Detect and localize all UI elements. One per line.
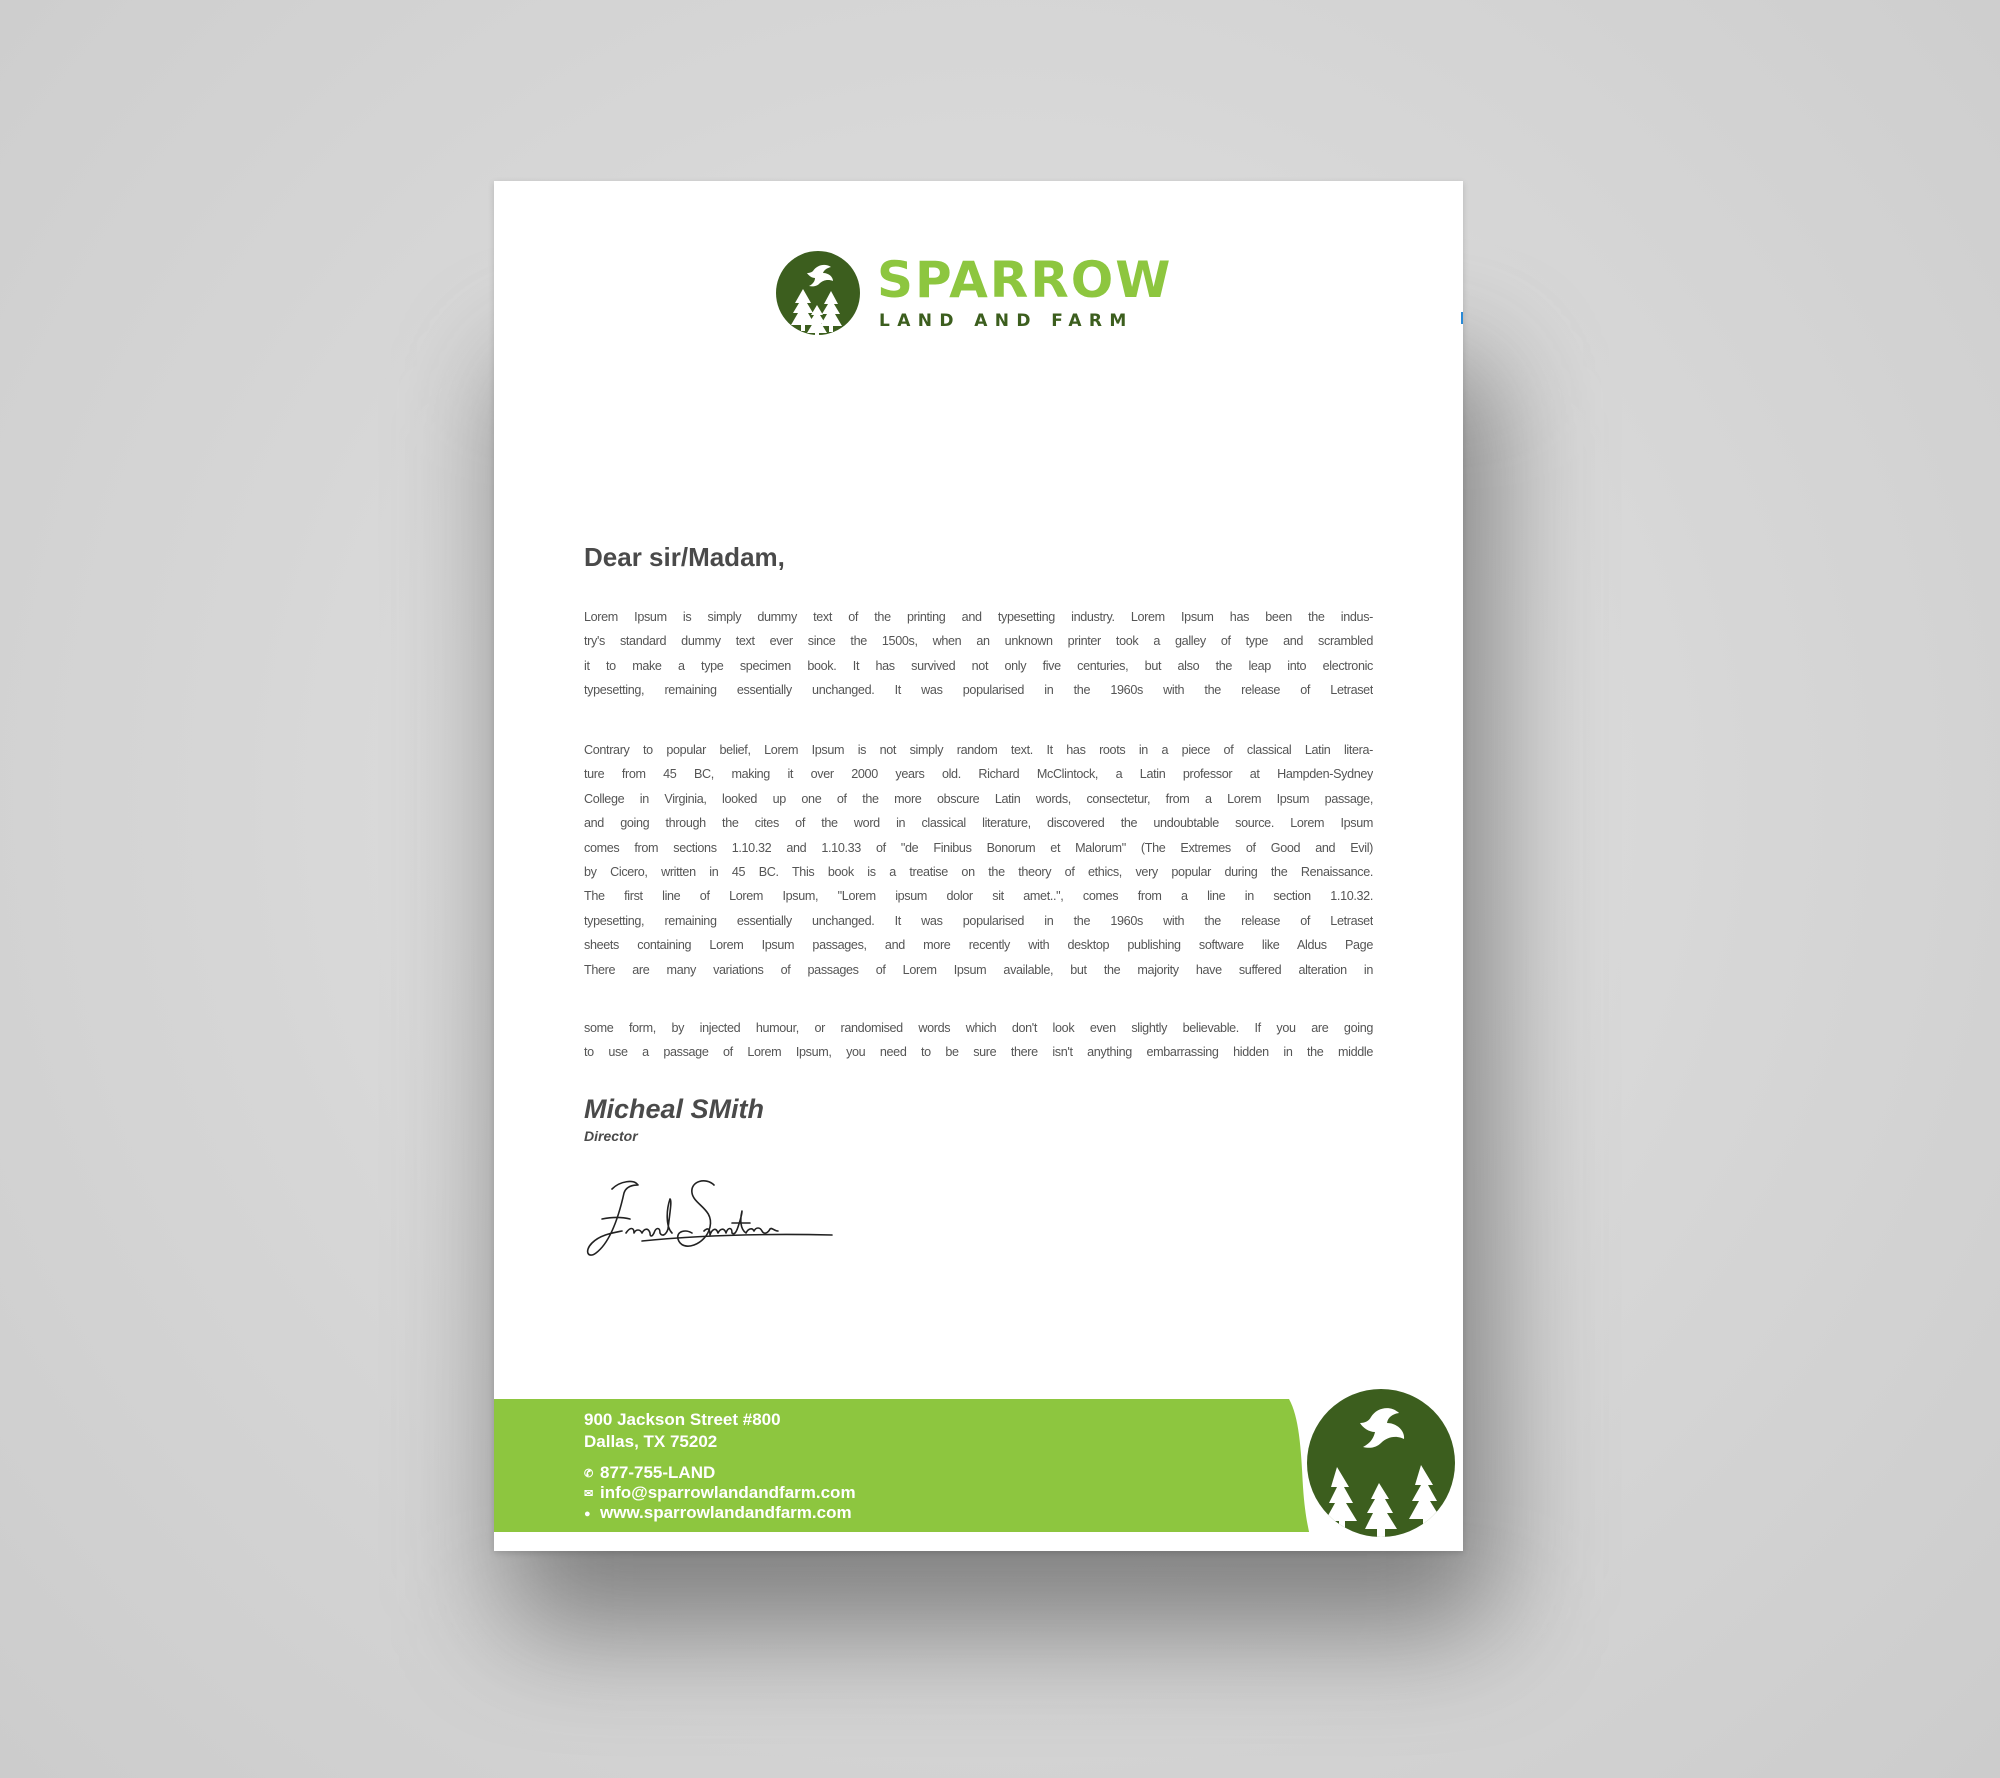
footer-website-text[interactable]: www.sparrowlandandfarm.com: [600, 1503, 852, 1522]
paragraph-line: sheets containing Lorem Ipsum passages, and more recently with desktop publishing software like Aldus Page: [584, 938, 1373, 953]
brand-tagline: LAND AND FARM: [879, 311, 1134, 331]
paragraph-line: ture from 45 BC, making it over 2000 years old. Richard McClintock, a Latin professor at Hampden-Sydney: [584, 767, 1373, 782]
footer-phone: [584, 1464, 715, 1481]
paragraph-line: and going through the cites of the word in classical literature, discovered the undoubtable source. Lorem Ipsum: [584, 816, 1373, 831]
footer-address-line-1: 900 Jackson Street #800: [584, 1410, 781, 1429]
letterhead-footer: [494, 1399, 1463, 1551]
paragraph-line: comes from sections 1.10.32 and 1.10.33 of "de Finibus Bonorum et Malorum" (The Extremes of Good and Evil): [584, 840, 1373, 855]
bird-over-trees-logo-icon: [773, 251, 863, 343]
paragraph-line: try's standard dummy text ever since the 1500s, when an unknown printer took a galley of type and scrambled: [584, 634, 1373, 649]
paragraph-line: typesetting, remaining essentially unchanged. It was popularised in the 1960s with the release of Letraset: [584, 683, 1373, 698]
brand-name: SPARROW: [877, 251, 1173, 309]
paragraph-line: There are many variations of passages of Lorem Ipsum available, but the majority have suffered alteration in: [584, 962, 1373, 977]
signer-name: Micheal SMith: [584, 1094, 765, 1124]
email-icon: ✉: [584, 1488, 594, 1500]
letterhead-page: [494, 181, 1463, 1551]
paragraph-line: some form, by injected humour, or randomised words which don't look even slightly believable. If you are going: [584, 1021, 1373, 1035]
letter-paragraph-3: [584, 1016, 1373, 1065]
footer-website[interactable]: [584, 1504, 852, 1521]
paragraph-line: College in Virginia, looked up one of the more obscure Latin words, consectetur, from a Lorem Ipsum passage,: [584, 791, 1373, 806]
footer-email[interactable]: [584, 1484, 856, 1501]
signer-title: Director: [584, 1128, 638, 1144]
letter-paragraph-2: [584, 738, 1373, 982]
paragraph-line: it to make a type specimen book. It has survived not only five centuries, but also the leap into electronic: [584, 658, 1373, 673]
footer-email-text[interactable]: info@sparrowlandandfarm.com: [600, 1483, 856, 1502]
paragraph-line: to use a passage of Lorem Ipsum, you need to be sure there isn't anything embarrassing hidden in the middle: [584, 1045, 1373, 1060]
paragraph-line: by Cicero, written in 45 BC. This book is a treatise on the theory of ethics, very popular during the Renaissance.: [584, 865, 1373, 880]
page-edge-marker: [1461, 312, 1463, 324]
paragraph-line: typesetting, remaining essentially unchanged. It was popularised in the 1960s with the release of Letraset: [584, 913, 1373, 928]
paragraph-line: Contrary to popular belief, Lorem Ipsum is not simply random text. It has roots in a piece of classical Latin litera-: [584, 743, 1373, 757]
phone-icon: ✆: [584, 1468, 594, 1480]
globe-icon: ●: [584, 1508, 591, 1520]
paragraph-line: Lorem Ipsum is simply dummy text of the printing and typesetting industry. Lorem Ipsum has been the indus-: [584, 610, 1373, 624]
footer-logo-icon: [1289, 1387, 1459, 1549]
footer-address-line-2: Dallas, TX 75202: [584, 1432, 718, 1451]
paragraph-line: The first line of Lorem Ipsum, "Lorem ipsum dolor sit amet..", comes from a line in section 1.10.32.: [584, 889, 1373, 904]
letter-greeting: Dear sir/Madam,: [584, 542, 785, 572]
header-logo: [773, 251, 1193, 343]
letter-paragraph-1: [584, 605, 1373, 703]
footer-phone-text: 877-755-LAND: [600, 1463, 716, 1482]
handwritten-signature: [582, 1171, 842, 1271]
